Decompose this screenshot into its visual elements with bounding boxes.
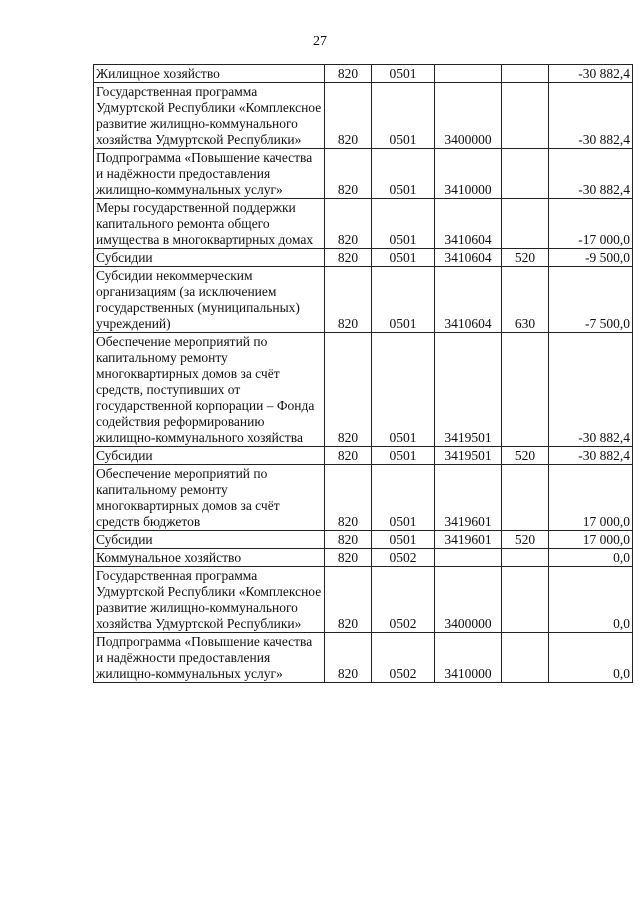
cell-ministry: 820 [325,447,372,465]
cell-ministry: 820 [325,199,372,249]
table-row [94,149,633,199]
cell-ministry: 820 [325,149,372,199]
cell-target: 3410604 [435,249,502,267]
cell-name: Субсидии [94,531,325,549]
cell-name: Государственная программа Удмуртской Республики «Комплексное развитие жилищно-коммунального хозяйства Удмуртской Республики» [94,83,325,149]
cell-amount: -7 500,0 [549,267,633,333]
cell-section: 0501 [372,531,435,549]
cell-name: Подпрограмма «Повышение качества и надёжности предоставления жилищно-коммунальных услуг» [94,633,325,683]
cell-section: 0502 [372,633,435,683]
cell-name: Меры государственной поддержки капитального ремонта общего имущества в многоквартирных домах [94,199,325,249]
cell-ministry: 820 [325,465,372,531]
cell-target: 3410000 [435,633,502,683]
cell-name: Обеспечение мероприятий по капитальному ремонту многоквартирных домов за счёт средств, поступивших от государственной корпорации – Фонда содействия реформированию жилищно-коммунального хозяйства [94,333,325,447]
table-row [94,249,633,267]
cell-expense-type [502,199,549,249]
cell-section: 0501 [372,65,435,83]
cell-expense-type [502,567,549,633]
cell-target: 3410000 [435,149,502,199]
cell-expense-type [502,149,549,199]
table-row [94,267,633,333]
cell-amount: -30 882,4 [549,149,633,199]
cell-target: 3410604 [435,199,502,249]
cell-ministry: 820 [325,249,372,267]
cell-expense-type: 520 [502,447,549,465]
cell-expense-type [502,549,549,567]
cell-name: Государственная программа Удмуртской Республики «Комплексное развитие жилищно-коммунального хозяйства Удмуртской Республики» [94,567,325,633]
cell-section: 0501 [372,447,435,465]
table-row [94,465,633,531]
cell-name: Жилищное хозяйство [94,65,325,83]
cell-target: 3419501 [435,333,502,447]
cell-target [435,65,502,83]
cell-amount: 0,0 [549,633,633,683]
cell-section: 0501 [372,465,435,531]
cell-section: 0501 [372,249,435,267]
cell-name: Обеспечение мероприятий по капитальному ремонту многоквартирных домов за счёт средств бюджетов [94,465,325,531]
cell-name: Субсидии [94,447,325,465]
cell-target [435,549,502,567]
cell-section: 0501 [372,199,435,249]
cell-amount: -17 000,0 [549,199,633,249]
cell-amount: 17 000,0 [549,531,633,549]
cell-target: 3419601 [435,531,502,549]
cell-expense-type [502,83,549,149]
cell-expense-type: 520 [502,249,549,267]
cell-target: 3419601 [435,465,502,531]
cell-name: Подпрограмма «Повышение качества и надёжности предоставления жилищно-коммунальных услуг» [94,149,325,199]
table-row [94,199,633,249]
cell-target: 3419501 [435,447,502,465]
cell-expense-type: 520 [502,531,549,549]
cell-amount: -9 500,0 [549,249,633,267]
cell-ministry: 820 [325,333,372,447]
table-row [94,549,633,567]
cell-name: Коммунальное хозяйство [94,549,325,567]
cell-amount: 0,0 [549,567,633,633]
cell-ministry: 820 [325,267,372,333]
cell-target: 3410604 [435,267,502,333]
cell-section: 0501 [372,83,435,149]
budget-table [93,64,633,683]
cell-section: 0502 [372,549,435,567]
table-row [94,567,633,633]
cell-amount: -30 882,4 [549,333,633,447]
table-row [94,65,633,83]
table-row [94,531,633,549]
cell-ministry: 820 [325,83,372,149]
cell-expense-type [502,465,549,531]
cell-ministry: 820 [325,549,372,567]
cell-amount: -30 882,4 [549,65,633,83]
cell-name: Субсидии некоммерческим организациям (за исключением государственных (муниципальных) учреждений) [94,267,325,333]
cell-amount: 0,0 [549,549,633,567]
cell-target: 3400000 [435,567,502,633]
cell-amount: 17 000,0 [549,465,633,531]
table-row [94,83,633,149]
cell-amount: -30 882,4 [549,447,633,465]
cell-expense-type: 630 [502,267,549,333]
table-row [94,333,633,447]
cell-name: Субсидии [94,249,325,267]
cell-section: 0501 [372,333,435,447]
cell-section: 0502 [372,567,435,633]
cell-expense-type [502,333,549,447]
cell-expense-type [502,65,549,83]
table-row [94,447,633,465]
cell-ministry: 820 [325,567,372,633]
cell-ministry: 820 [325,531,372,549]
cell-ministry: 820 [325,633,372,683]
page-number: 27 [313,34,327,49]
cell-ministry: 820 [325,65,372,83]
table-row [94,633,633,683]
cell-target: 3400000 [435,83,502,149]
cell-section: 0501 [372,267,435,333]
cell-amount: -30 882,4 [549,83,633,149]
cell-expense-type [502,633,549,683]
cell-section: 0501 [372,149,435,199]
